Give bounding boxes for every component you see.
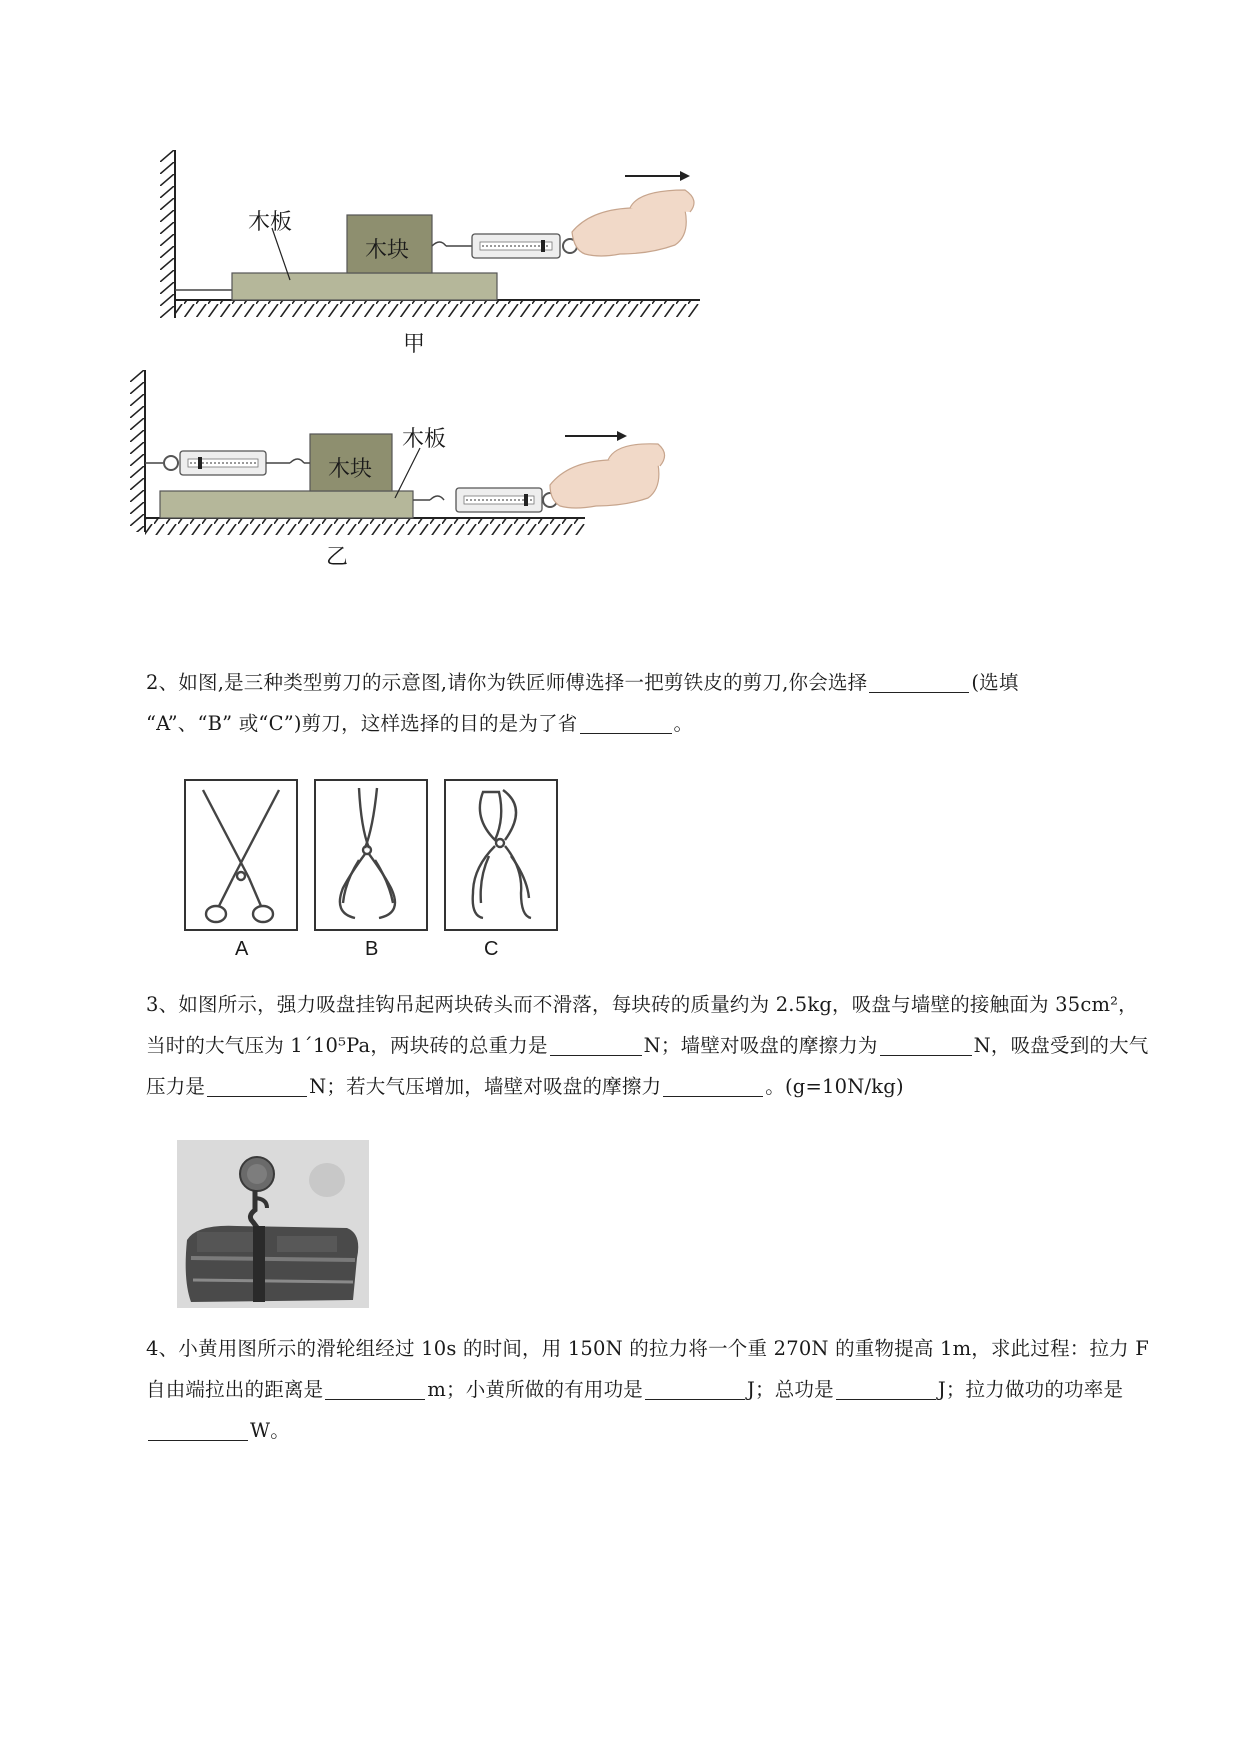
q3-text-5: 。(g=10N/kg): [765, 1075, 904, 1098]
answer-blank[interactable]: [580, 712, 672, 733]
scissors-label-c: C: [484, 938, 499, 960]
block-label: 木块: [365, 238, 410, 263]
scissors-figures: [183, 778, 563, 938]
q2-text-1: 2、如图,是三种类型剪刀的示意图,请你为铁匠师傅选择一把剪铁皮的剪刀,你会选择: [146, 671, 868, 694]
question-2: [146, 662, 1156, 744]
answer-blank[interactable]: [550, 1034, 642, 1055]
board: [160, 491, 413, 518]
scissors-a-box: [185, 780, 297, 930]
block-label: 木块: [328, 457, 373, 482]
q2-text-4: 。: [673, 712, 694, 735]
board: [232, 273, 497, 300]
answer-blank[interactable]: [325, 1378, 425, 1399]
q4-text-3: J；总功是: [747, 1378, 834, 1401]
q4-text-5: W。: [250, 1419, 290, 1442]
q4-text-1: 4、小黄用图所示的滑轮组经过 10s 的时间，用 150N 的拉力将一个重 270N 的重物提高 1m，求此过程：拉力 F 自由端拉出的距离是: [146, 1337, 1150, 1401]
figure-caption: 乙: [326, 545, 349, 570]
scissors-label-a: A: [235, 938, 249, 960]
figure-caption: 甲: [403, 332, 426, 357]
board-label: 木板: [248, 210, 293, 235]
answer-blank[interactable]: [663, 1075, 763, 1096]
scissors-label-b: B: [365, 938, 379, 960]
q2-text-3: “A”、“B” 或“C”)剪刀，这样选择的目的是为了省: [146, 712, 578, 735]
q3-text-3: N，吸盘受到的大气压力是: [146, 1034, 1149, 1098]
board-label: 木板: [402, 427, 447, 452]
q2-text-2: (选填: [971, 671, 1019, 694]
q3-text-2: N；墙壁对吸盘的摩擦力为: [643, 1034, 878, 1057]
q3-text-4: N；若大气压增加，墙壁对吸盘的摩擦力: [309, 1075, 662, 1098]
answer-blank[interactable]: [880, 1034, 972, 1055]
answer-blank[interactable]: [148, 1419, 248, 1440]
question-4: [146, 1328, 1156, 1451]
question-3: [146, 984, 1156, 1107]
answer-blank[interactable]: [645, 1378, 745, 1399]
answer-blank[interactable]: [207, 1075, 307, 1096]
hand: [572, 204, 686, 256]
answer-blank[interactable]: [836, 1378, 936, 1399]
figure-yi: [130, 370, 690, 585]
suction-cup-photo: [177, 1140, 369, 1308]
q3-text-1: 3、如图所示，强力吸盘挂钩吊起两块砖头而不滑落，每块砖的质量约为 2.5kg，吸盘与墙壁的接触面为 35cm²，当时的大气压为 1´10⁵Pa，两块砖的总重力是: [146, 993, 1138, 1057]
figure-jia: [160, 150, 720, 365]
q4-text-2: m；小黄所做的有用功是: [427, 1378, 644, 1401]
answer-blank[interactable]: [869, 671, 969, 692]
hand: [550, 457, 659, 508]
q4-text-4: J；拉力做功的功率是: [937, 1378, 1124, 1401]
